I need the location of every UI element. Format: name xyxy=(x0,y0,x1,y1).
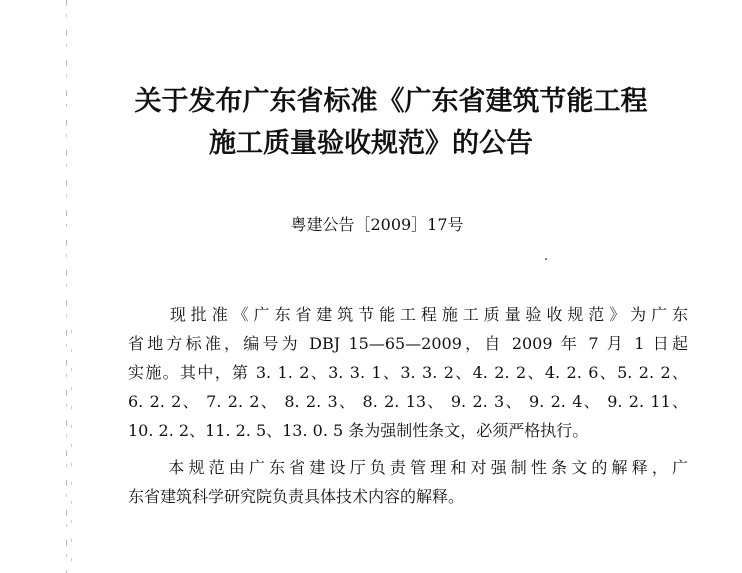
paragraph-responsibility xyxy=(128,453,688,511)
paragraph-line: 实施。其中，第 3. 1. 2、3. 3. 1、3. 3. 2、4. 2. 2、4. 2. 6、5. 2. 2、 xyxy=(128,363,688,382)
paragraph-approval xyxy=(128,300,688,445)
scan-edge-mark-lower xyxy=(71,330,72,573)
paragraph-line: 现批准《广东省建筑节能工程施工质量验收规范》为广东 xyxy=(128,305,688,324)
paragraph-line: 省地方标准，编号为 DBJ 15—65—2009，自 2009 年 7 月 1 日起 xyxy=(128,334,688,353)
announcement-title-line-1: 关于发布广东省标准《广东省建筑节能工程 xyxy=(134,86,648,117)
paragraph-line: 6. 2. 2、 7. 2. 2、 8. 2. 3、 8. 2. 13、 9. 2. 3、 9. 2. 4、 9. 2. 11、 xyxy=(128,392,688,411)
scan-speck xyxy=(545,258,547,260)
paragraph-line: 东省建筑科学研究院负责具体技术内容的解释。 xyxy=(128,487,465,506)
document-number: 粤建公告［2009］17号 xyxy=(290,215,464,234)
announcement-title-line-2: 施工质量验收规范》的公告 xyxy=(209,128,533,159)
paragraph-line: 10. 2. 2、11. 2. 5、13. 0. 5 条为强制性条文，必须严格执行。 xyxy=(128,421,589,440)
paragraph-line: 本规范由广东省建设厅负责管理和对强制性条文的解释，广 xyxy=(128,458,688,477)
